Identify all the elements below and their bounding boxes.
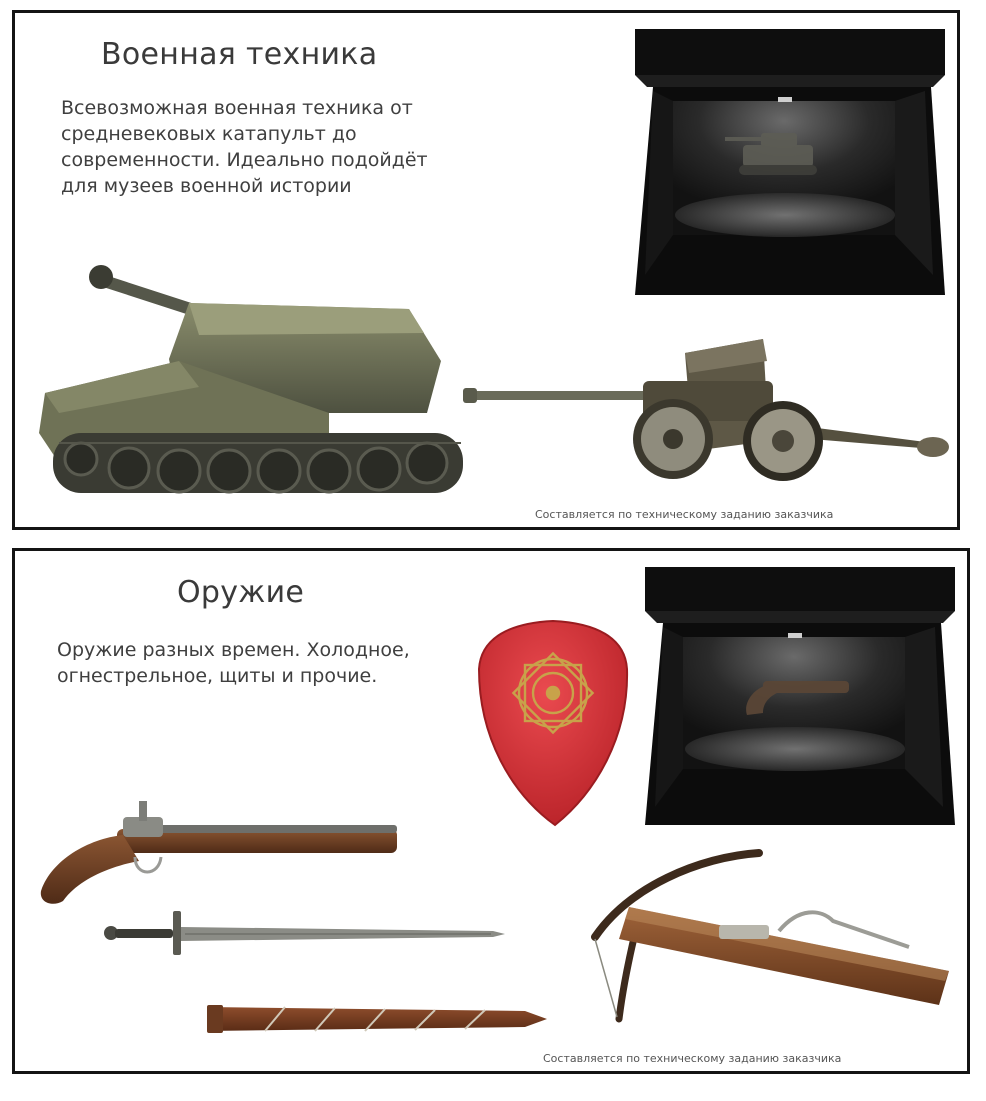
section-caption: Составляется по техническому заданию заказчика bbox=[543, 1052, 842, 1065]
section-description: Всевозможная военная техника от средневековых катапульт до современности. Идеально подойдёт для музеев военной истории bbox=[61, 97, 428, 197]
section-title: Оружие bbox=[177, 575, 305, 610]
sword-image bbox=[101, 903, 511, 963]
display-box-with-pistol-image bbox=[643, 563, 959, 833]
scabbard-image bbox=[205, 997, 551, 1041]
section-caption: Составляется по техническому заданию заказчика bbox=[535, 508, 834, 521]
shield-image bbox=[475, 617, 631, 829]
field-cannon-image bbox=[463, 331, 953, 503]
section-military-vehicles bbox=[12, 10, 960, 530]
tank-image bbox=[29, 263, 469, 519]
display-box-with-tank-image bbox=[633, 25, 949, 303]
crossbow-image bbox=[589, 847, 953, 1031]
section-title: Военная техника bbox=[101, 37, 378, 72]
section-description: Оружие разных времен. Холодное, огнестрельное, щиты и прочие. bbox=[57, 639, 410, 687]
flintlock-pistol-image bbox=[27, 791, 407, 911]
section-weapons bbox=[12, 548, 970, 1074]
